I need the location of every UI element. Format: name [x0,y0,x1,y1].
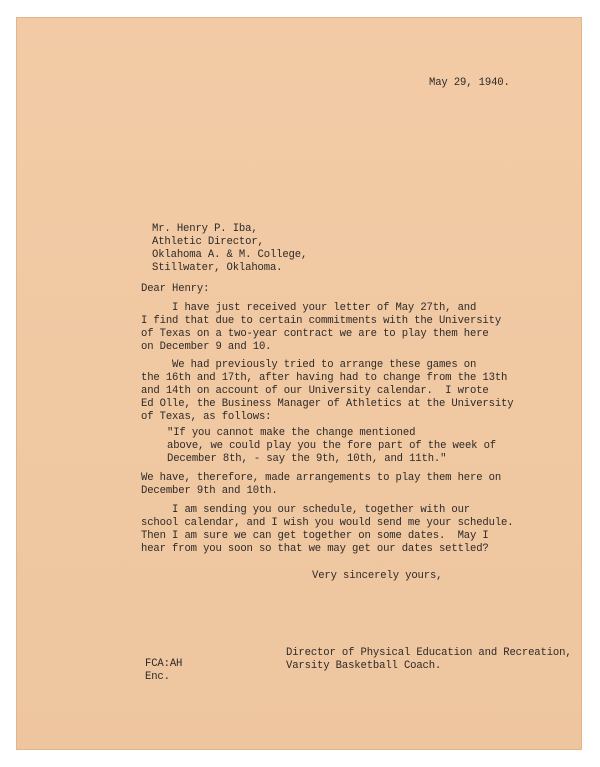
quoted-passage [167,427,496,466]
text-line: the 16th and 17th, after having had to change from the 13th [141,372,508,384]
text-line: We had previously tried to arrange these games on [141,359,477,371]
reference-line: FCA:AH [145,658,183,670]
salutation: Dear Henry: [141,283,210,295]
text-line: I am sending you our schedule, together with our [141,504,470,516]
text-line: Then I am sure we can get together on some dates. May I [141,530,489,542]
address-line: Mr. Henry P. Iba, [152,223,258,235]
complimentary-close: Very sincerely yours, [312,570,443,582]
text-line: "If you cannot make the change mentioned [167,427,416,439]
letter-date: May 29, 1940. [429,77,510,89]
enclosure-line: Enc. [145,671,170,683]
body-paragraph-1 [141,302,501,354]
text-line: I have just received your letter of May 27th, and [141,302,477,314]
inside-address [152,223,307,275]
address-line: Athletic Director, [152,236,264,248]
text-line: school calendar, and I wish you would send me your schedule. [141,517,514,529]
body-paragraph-3 [141,472,501,498]
text-line: December 8th, - say the 9th, 10th, and 11th." [167,453,447,465]
text-line: and 14th on account of our University calendar. I wrote [141,385,489,397]
body-paragraph-4 [141,504,513,556]
text-line: I find that due to certain commitments with the University [141,315,502,327]
address-line: Stillwater, Oklahoma. [152,262,283,274]
address-line: Oklahoma A. & M. College, [152,249,308,261]
text-line: December 9th and 10th. [141,485,278,497]
title-line: Varsity Basketball Coach. [286,660,442,672]
text-line: on December 9 and 10. [141,341,272,353]
text-line: We have, therefore, made arrangements to play them here on [141,472,502,484]
text-line: above, we could play you the fore part of the week of [167,440,496,452]
text-line: of Texas, as follows: [141,411,272,423]
title-line: Director of Physical Education and Recreation, [286,647,572,659]
signature-title [286,647,572,673]
body-paragraph-2 [141,359,513,424]
text-line: of Texas on a two-year contract we are to play them here [141,328,489,340]
text-line: hear from you soon so that we may get our dates settled? [141,543,489,555]
reference-initials [145,658,182,684]
text-line: Ed Olle, the Business Manager of Athletics at the University [141,398,514,410]
